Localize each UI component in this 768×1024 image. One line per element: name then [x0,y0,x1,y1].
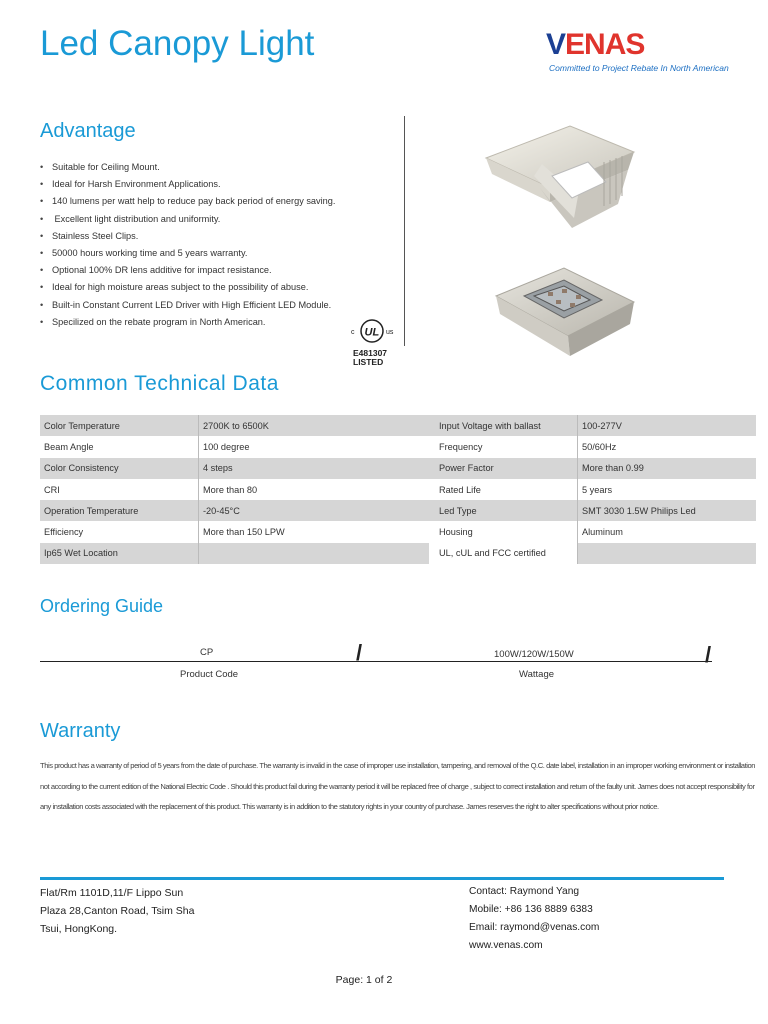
ordering-separator: / [356,640,363,665]
ordering-guide-heading: Ordering Guide [40,596,164,616]
table-row [40,436,756,457]
wattage-label: Wattage [519,669,555,680]
table-row [40,458,756,479]
spec-key: Input Voltage with ballast [429,415,578,436]
table-row [40,500,756,521]
product-code-label: Product Code [180,669,239,680]
contact-name: Contact: Raymond Yang [469,886,580,897]
spec-key: Color Temperature [40,415,199,436]
spec-key: Led Type [429,500,578,521]
ordering-separator: / [705,642,712,667]
address-line: Tsui, HongKong. [40,923,118,935]
spec-key: Power Factor [429,458,578,479]
cert-ul: UL [364,326,380,339]
spec-key: UL, cUL and FCC certified [429,543,578,564]
spec-value: 100 degree [199,436,430,457]
contact-mobile: Mobile: +86 136 8889 6383 [469,904,593,915]
table-row [40,521,756,542]
list-item: • Stainless Steel Clips. [40,228,335,245]
venas-logo [546,28,644,62]
list-item: • 50000 hours working time and 5 years warranty. [40,245,335,262]
list-item: • Suitable for Ceiling Mount. [40,159,335,176]
advantage-heading: Advantage [40,120,136,142]
warranty-text: This product has a warranty of period of 5 years from the date of purchase. The warranty is invalid in the case of improper use installation, tampering, and removal of the Q.C. date label, installation in an improper working environment or installation not according to the current edition of the National Electric Code . Should this product fail during the warranty period it will be replaced free of charge , subject to correct installation and return of the faulty unit. James does not accept responsibility for any installation costs associated with the replacement of this product. This warranty is in addition to the statutory rights in your country of purchase. James reserves the right to alter specifications without prior notice. [40,761,756,812]
canopy-light-bottom-image [490,262,640,360]
ordering-line [40,661,712,662]
wattage-value: 100W/120W/150W [494,649,574,660]
cert-code [353,349,387,367]
spec-value: Aluminum [578,521,757,542]
table-row [40,479,756,500]
spec-key: Rated Life [439,484,481,495]
list-item: • Ideal for high moisture areas subject to the possibility of abuse. [40,279,335,296]
cert-listed: LISTED [353,357,384,367]
table-row [40,543,756,564]
footer-divider [40,877,724,880]
canopy-light-top-image [478,118,640,236]
spec-value: -20-45°C [199,500,430,521]
spec-value: 4 steps [199,458,430,479]
address-line: Plaza 28,Canton Road, Tsim Sha [40,905,195,917]
spec-key: Operation Temperature [40,500,199,521]
spec-key: Beam Angle [44,441,94,452]
spec-value: 100-277V [578,415,757,436]
contact-email[interactable]: Email: raymond@venas.com [469,922,600,933]
technical-data-heading: Common Technical Data [40,372,279,395]
technical-data-table [40,415,756,564]
spec-key: CRI [44,484,60,495]
cert-number: E481307 [353,348,388,358]
list-item: • Optional 100% DR lens additive for impact resistance. [40,262,335,279]
table-row [40,415,756,436]
spec-value: SMT 3030 1.5W Philips Led [578,500,757,521]
logo-letter-v: V [546,28,566,61]
spec-key: Housing [439,527,473,538]
spec-value: 50/60Hz [578,436,757,457]
page-title: Led Canopy Light [40,24,315,63]
cert-us: us [386,329,394,336]
spec-value: More than 150 LPW [199,521,430,542]
spec-key: Efficiency [44,527,84,538]
contact-website[interactable]: www.venas.com [469,940,543,951]
list-item: • Excellent light distribution and uniformity. [40,211,335,228]
list-item: • Ideal for Harsh Environment Applications. [40,176,335,193]
spec-value: 2700K to 6500K [199,415,430,436]
spec-key: Frequency [439,441,483,452]
section-divider [404,116,405,346]
list-item: • 140 lumens per watt help to reduce pay back period of energy saving. [40,193,335,210]
spec-value: More than 80 [199,479,430,500]
contact-info [469,883,599,955]
list-item: • Built-in Constant Current LED Driver with High Efficient LED Module. [40,297,335,314]
advantage-list [40,159,335,331]
logo-letters: ENAS [565,28,645,61]
spec-value: More than 0.99 [578,458,757,479]
address-line: Flat/Rm 1101D,11/F Lippo Sun [40,887,184,899]
spec-value [578,543,757,564]
spec-key: Ip65 Wet Location [40,543,199,564]
spec-key: Color Consistency [40,458,199,479]
spec-value [199,543,430,564]
page-number: Page: 1 of 2 [335,974,393,986]
product-code-value: CP [200,647,214,658]
list-item: • Specilized on the rebate program in North American. [40,314,335,331]
cert-c: c [351,329,355,336]
company-address [40,884,194,938]
warranty-heading: Warranty [40,720,121,742]
logo-tagline: Committed to Project Rebate In North American [549,63,729,73]
spec-value: 5 years [578,479,757,500]
